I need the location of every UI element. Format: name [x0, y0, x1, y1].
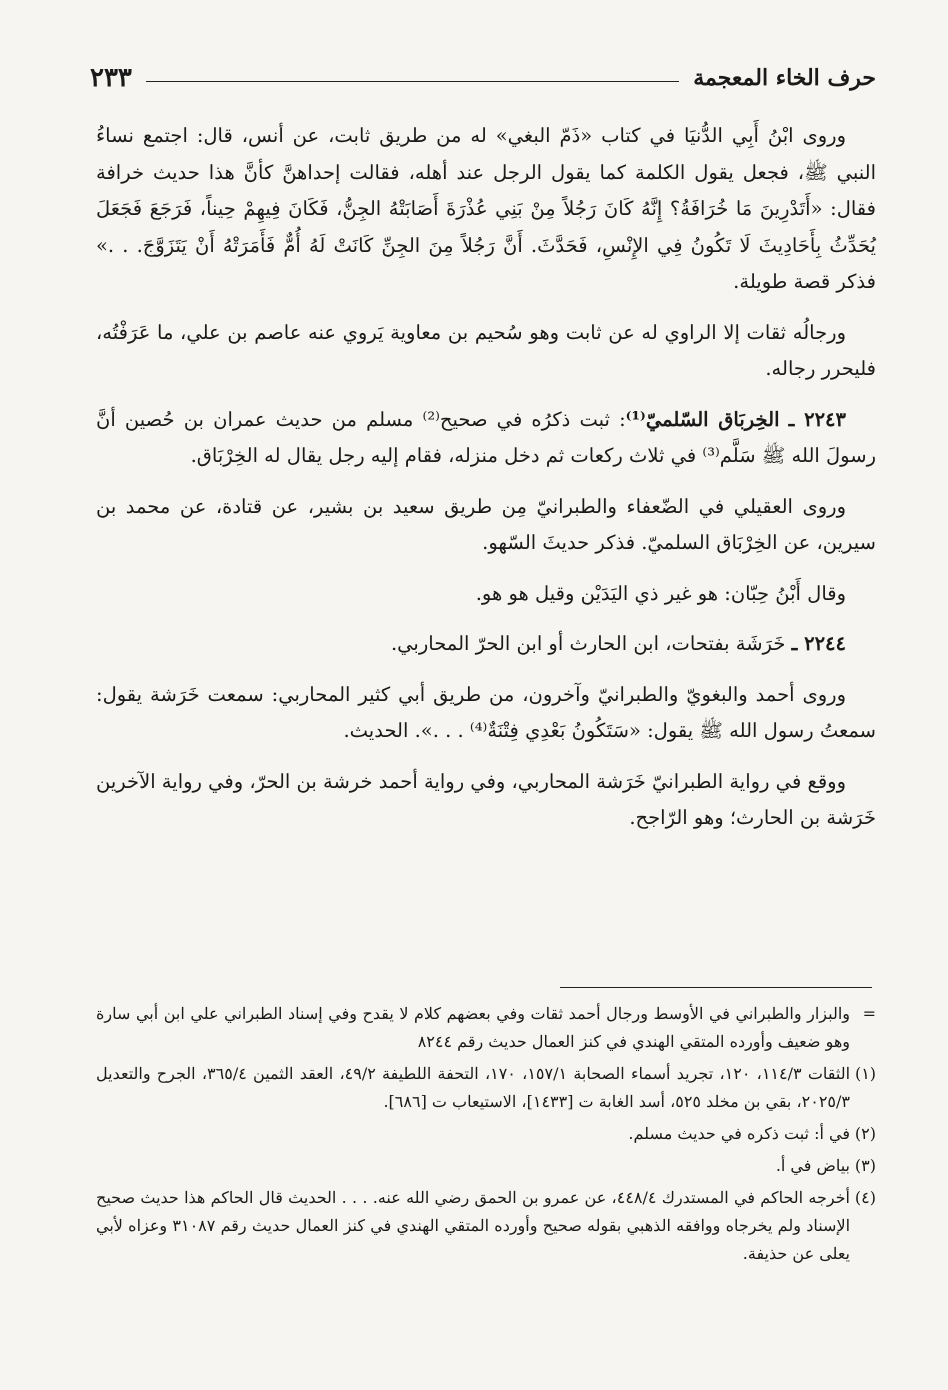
- footnote-text: في أ: ثبت ذكره في حديث مسلم.: [628, 1124, 850, 1143]
- running-title: حرف الخاء المعجمة: [693, 65, 876, 91]
- footnote-3: [96, 1152, 876, 1180]
- footnote-mark: =: [862, 1004, 876, 1023]
- entry-number: ٢٢٤٣ ـ: [788, 407, 846, 431]
- paragraph-narrators: ورجالُه ثقات إلا الراوي له عن ثابت وهو سُحيم بن معاوية يَروي عنه عاصم بن علي، ما عَرَفْتُه، فليحرر رجاله.: [96, 320, 876, 380]
- entry-number: ٢٢٤٤ ـ: [791, 632, 846, 655]
- main-text: [96, 118, 876, 851]
- footnote-continuation: [96, 1000, 876, 1056]
- footnote-text: بياض في أ.: [775, 1156, 850, 1175]
- footnote-text: أخرجه الحاكم في المستدرك ٤٤٨/٤، عن عمرو بن الحمق رضي الله عنه. . . . الحديث قال الحاكم هذا حديث صحيح الإسناد ولم يخرجاه ووافقه الذهبي بقوله صحيح وأورده المتقي الهندي في كنز العمال حديث رقم ٣١٠٨٧ وعزاه لأبي يعلى عن حذيفة.: [96, 1188, 851, 1263]
- entry-text: خَرَشَة بفتحات، ابن الحارث أو ابن الحرّ المحاربي.: [390, 632, 786, 655]
- footnote-4: [96, 1184, 876, 1268]
- page-number: ٢٣٣: [90, 63, 132, 93]
- paragraph-ibn-hibban: وقال أَبْنُ حِبّان: هو غير ذي اليَدَيْن وقيل هو هو.: [475, 581, 846, 605]
- footnote-1: [96, 1060, 876, 1116]
- paragraph-tabarani: ووقع في رواية الطبرانيّ خَرَشة المحاربي، وفي رواية أحمد خرشة بن الحرّ، وفي رواية الآخرين خَرَشة بن الحارث؛ وهو الرّاجح.: [95, 769, 876, 829]
- paragraph-uqayli: وروى العقيلي في الضّعفاء والطبرانيّ مِن طريق سعيد بن بشير، عن قتادة، عن محمد بن سيرين، عن الخِرْبَاق السلميّ. فذكر حديثَ السّهو.: [96, 494, 876, 554]
- footnote-mark: (١): [854, 1064, 877, 1083]
- footnote-mark: (٤): [854, 1188, 876, 1207]
- footnote-separator: [560, 987, 872, 988]
- footnote-text: والبزار والطبراني في الأوسط ورجال أحمد ثقات وفي بعضهم كلام لا يقدح وفي إسناد الطبراني علي ابن أبي سارة وهو ضعيف وأورده المتقي الهندي في كنز العمال حديث رقم ٨٢٤٤: [96, 1004, 850, 1051]
- footnote-2: [96, 1120, 876, 1148]
- entry-text: : ثبت ذكرُه في صحيح⁽²⁾ مسلم من حديث عمران بن حُصين أنَّ رسولَ الله ﷺ سَلَّم⁽³⁾ في ثلاث ركعات ثم دخل منزله، فقام إليه رجل يقال له الخِرْبَاق.: [96, 407, 876, 467]
- footnote-mark: (٣): [854, 1156, 876, 1175]
- footnote-text: الثقات ١١٤/٣، ١٢٠، تجريد أسماء الصحابة ١٥٧/١، ١٧٠، التحفة اللطيفة ٤٩/٢، العقد الثمين ٣٦٥/٤، الجرح والتعديل ٢٠٢٥/٣، بقي بن مخلد ٥٢٥، أسد الغابة ت [١٤٣٣]، الاستيعاب ت [٦٨٦].: [96, 1064, 851, 1111]
- header-rule: [146, 81, 679, 82]
- paragraph-ibn-abi-dunya: وروى ابْنُ أَبِي الدُّنيَا في كتاب «ذَمّ البغي» له من طريق ثابت، عن أنس، قال: اجتمع نساءُ النبي ﷺ، فجعل يقول الكلمة كما يقول الرجل عند أهله، فقالت إحداهنَّ كأنَّ هذا حديث خرافة فقال: «أَتَدْرِينَ مَا خُرَافَةُ؟ إِنَّهُ كَانَ رَجُلاً مِنْ بَنِي عُذْرَةَ أَصَابَتْهُ الجِنُّ، فَكَانَ فِيهِمْ حِيناً، فَرَجَعَ فَجَعَلَ يُحَدِّثُ بِأَحَادِيثَ لَا تَكُونُ فِي الإِنْسِ، فَحَدَّثَ. أَنَّ رَجُلاً مِنَ الجِنِّ كَانَتْ لَهُ أُمٌّ فَأَمَرَتْهُ أَنْ يَتَزَوَّجَ. . .» فذكر قصة طويلة.: [96, 124, 876, 293]
- footnotes: [96, 1000, 876, 1272]
- footnote-mark: (٢): [854, 1124, 876, 1143]
- page-header: [90, 58, 876, 98]
- entry-name: الخِربَاق السّلميّ⁽¹⁾: [625, 407, 780, 431]
- entry-2243: [96, 402, 876, 475]
- entry-2244: [96, 626, 876, 663]
- paragraph-ahmad: وروى أحمد والبغويّ والطبرانيّ وآخرون، من طريق أبي كثير المحاربي: سمعت خَرَشة يقول: سمعتُ رسول الله ﷺ يقول: «سَتَكُونُ بَعْدِي فِتْنَةٌ⁽⁴⁾ . . .». الحديث.: [96, 682, 876, 742]
